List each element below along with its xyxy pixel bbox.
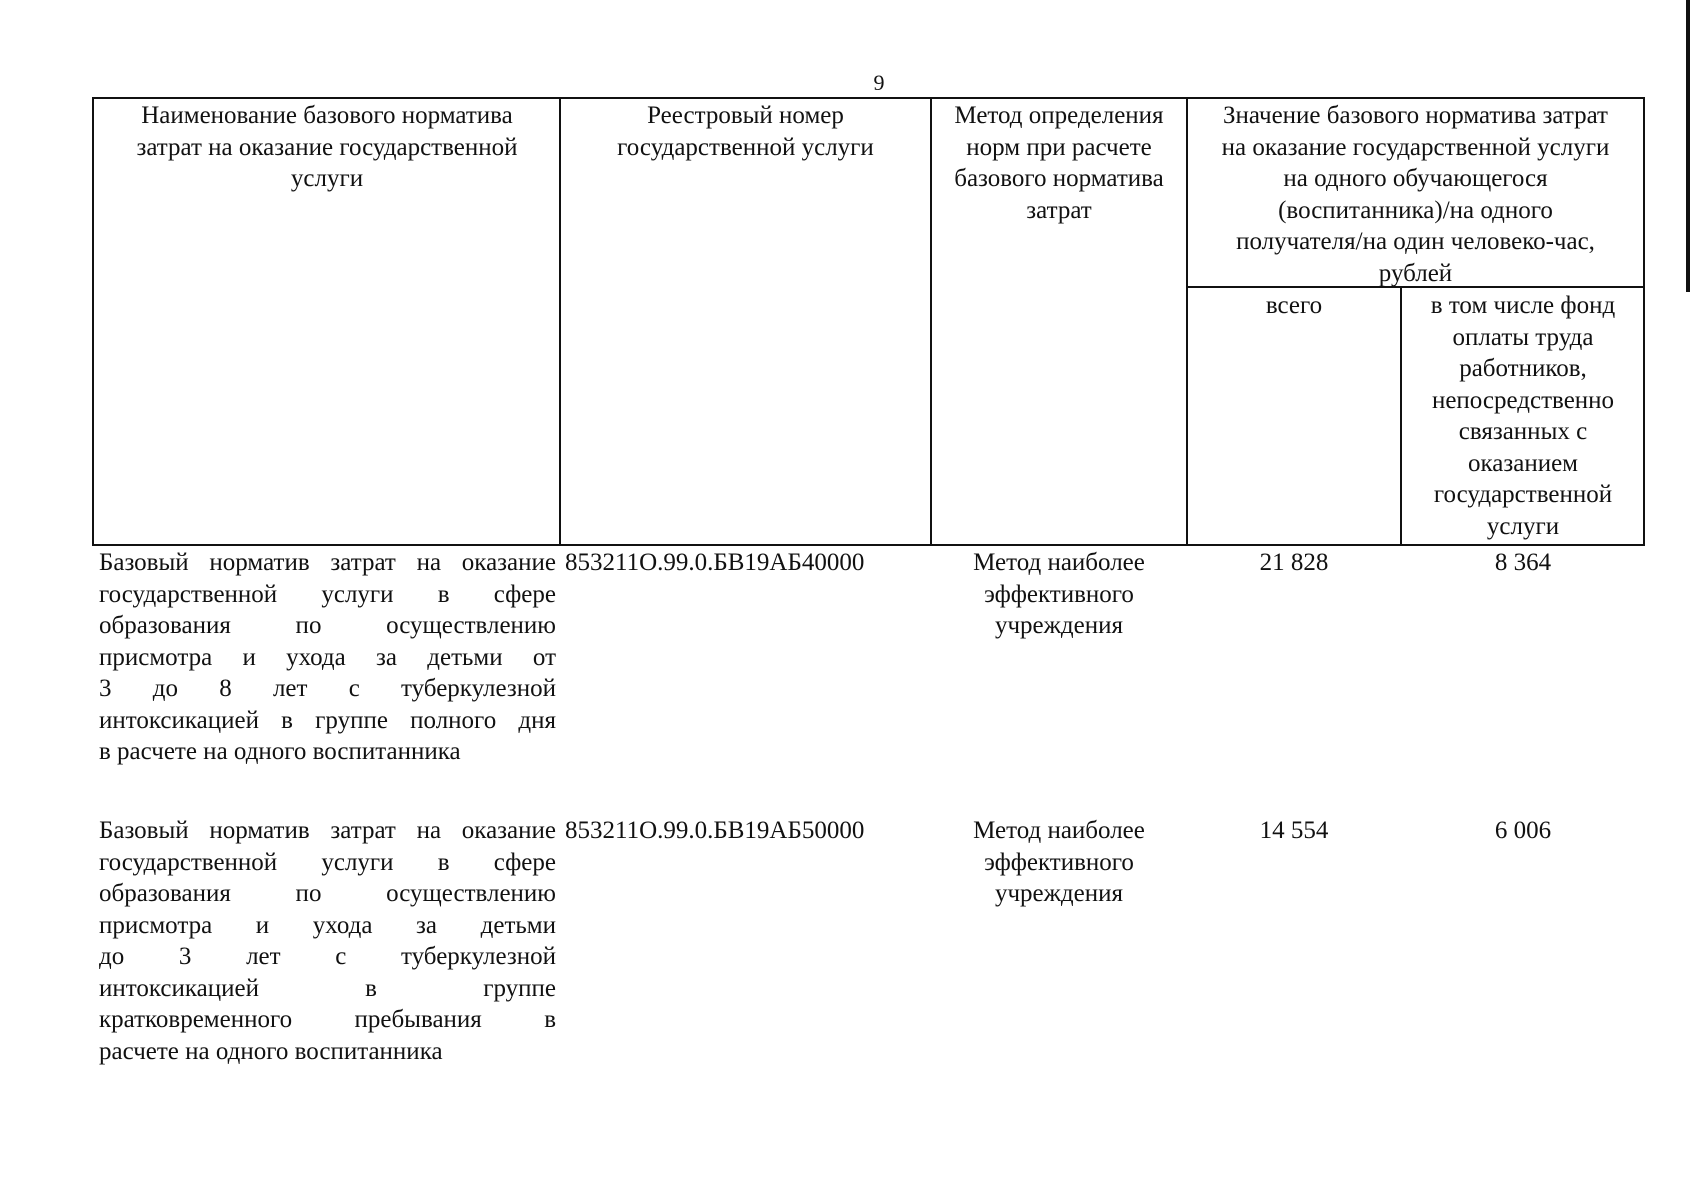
header-line: затрат на оказание государственной [136,133,518,161]
header-line: услуги [1486,512,1560,540]
header-line: на одного обучающегося [1283,165,1548,192]
header-line: услуги [290,165,364,192]
header-line: в том числе фонд [1430,292,1616,319]
header-line: затрат [1026,196,1092,224]
row-registry-number: 853211О.99.0.БВ19АБ40000 [565,549,865,576]
table-border-bottom [92,544,1645,546]
column-divider [1186,97,1188,546]
header-line: государственной услуги [617,133,874,161]
table-border-right [1643,97,1645,546]
text-line: государственной услуги в сфере [99,848,556,876]
text-line: образования по осуществлению [99,612,556,639]
column-divider [930,97,932,546]
text-line: присмотра и ухода за детьми [99,911,556,939]
text-line: кратковременного пребывания в [99,1006,556,1033]
header-line: непосредственно [1431,386,1615,414]
text-line: до 3 лет с туберкулезной [99,943,556,970]
page-number: 9 [873,70,885,95]
header-line: Значение базового норматива затрат [1223,102,1608,129]
row-total: 21 828 [1259,549,1329,576]
text-line: Базовый норматив затрат на оказание [99,817,556,844]
header-line: норм при расчете [966,133,1152,161]
header-line: государственной [1433,481,1613,508]
header-line: всего [1265,292,1323,319]
table-border-left [92,97,94,546]
header-method [933,100,1185,226]
header-line: базового норматива [954,165,1164,192]
row-total: 14 554 [1259,817,1329,844]
header-line: получателя/на один человеко-час, [1236,228,1595,255]
header-line: рублей [1378,259,1453,287]
scan-edge-mark [1686,0,1690,292]
column-divider [559,97,561,546]
text-line: государственной услуги в сфере [99,580,556,608]
row-service-name [99,547,556,768]
text-line: Метод наиболее [973,817,1145,844]
text-line: образования по осуществлению [99,880,556,907]
text-line: в расчете на одного воспитанника [99,738,461,765]
header-line: оказанием [1467,449,1578,477]
header-total [1189,290,1399,322]
header-line: работников, [1459,355,1587,382]
text-line: интоксикацией в группе полного дня [99,706,556,734]
text-line: интоксикацией в группе [99,974,556,1002]
row-method [933,547,1185,642]
header-line: Метод определения [954,102,1164,129]
header-registry-number [562,100,929,163]
header-line: на оказание государственной услуги [1221,133,1610,161]
row-payroll: 6 006 [1494,817,1552,844]
table-border-top [92,97,1645,99]
text-line: Базовый норматив затрат на оказание [99,549,556,576]
text-line: учреждения [994,880,1123,907]
text-line: учреждения [994,612,1123,639]
text-line: Метод наиболее [973,549,1145,576]
header-service-name [96,100,558,195]
header-line: (воспитанника)/на одного [1278,196,1553,224]
header-line: связанных с [1458,418,1588,445]
text-line: эффективного [984,848,1134,876]
header-line: оплаты труда [1452,323,1594,351]
text-line: расчете на одного воспитанника [99,1037,443,1065]
row-registry-number: 853211О.99.0.БВ19АБ50000 [565,817,865,844]
header-line: Реестровый номер [647,102,844,129]
row-payroll: 8 364 [1494,549,1552,576]
text-line: эффективного [984,580,1134,608]
text-line: присмотра и ухода за детьми от [99,643,556,671]
column-divider [1400,286,1402,546]
header-line: Наименование базового норматива [141,102,513,129]
row-method [933,815,1185,910]
row-service-name [99,815,556,1067]
header-payroll [1403,290,1643,542]
header-value [1189,100,1642,289]
text-line: 3 до 8 лет с туберкулезной [99,675,556,702]
